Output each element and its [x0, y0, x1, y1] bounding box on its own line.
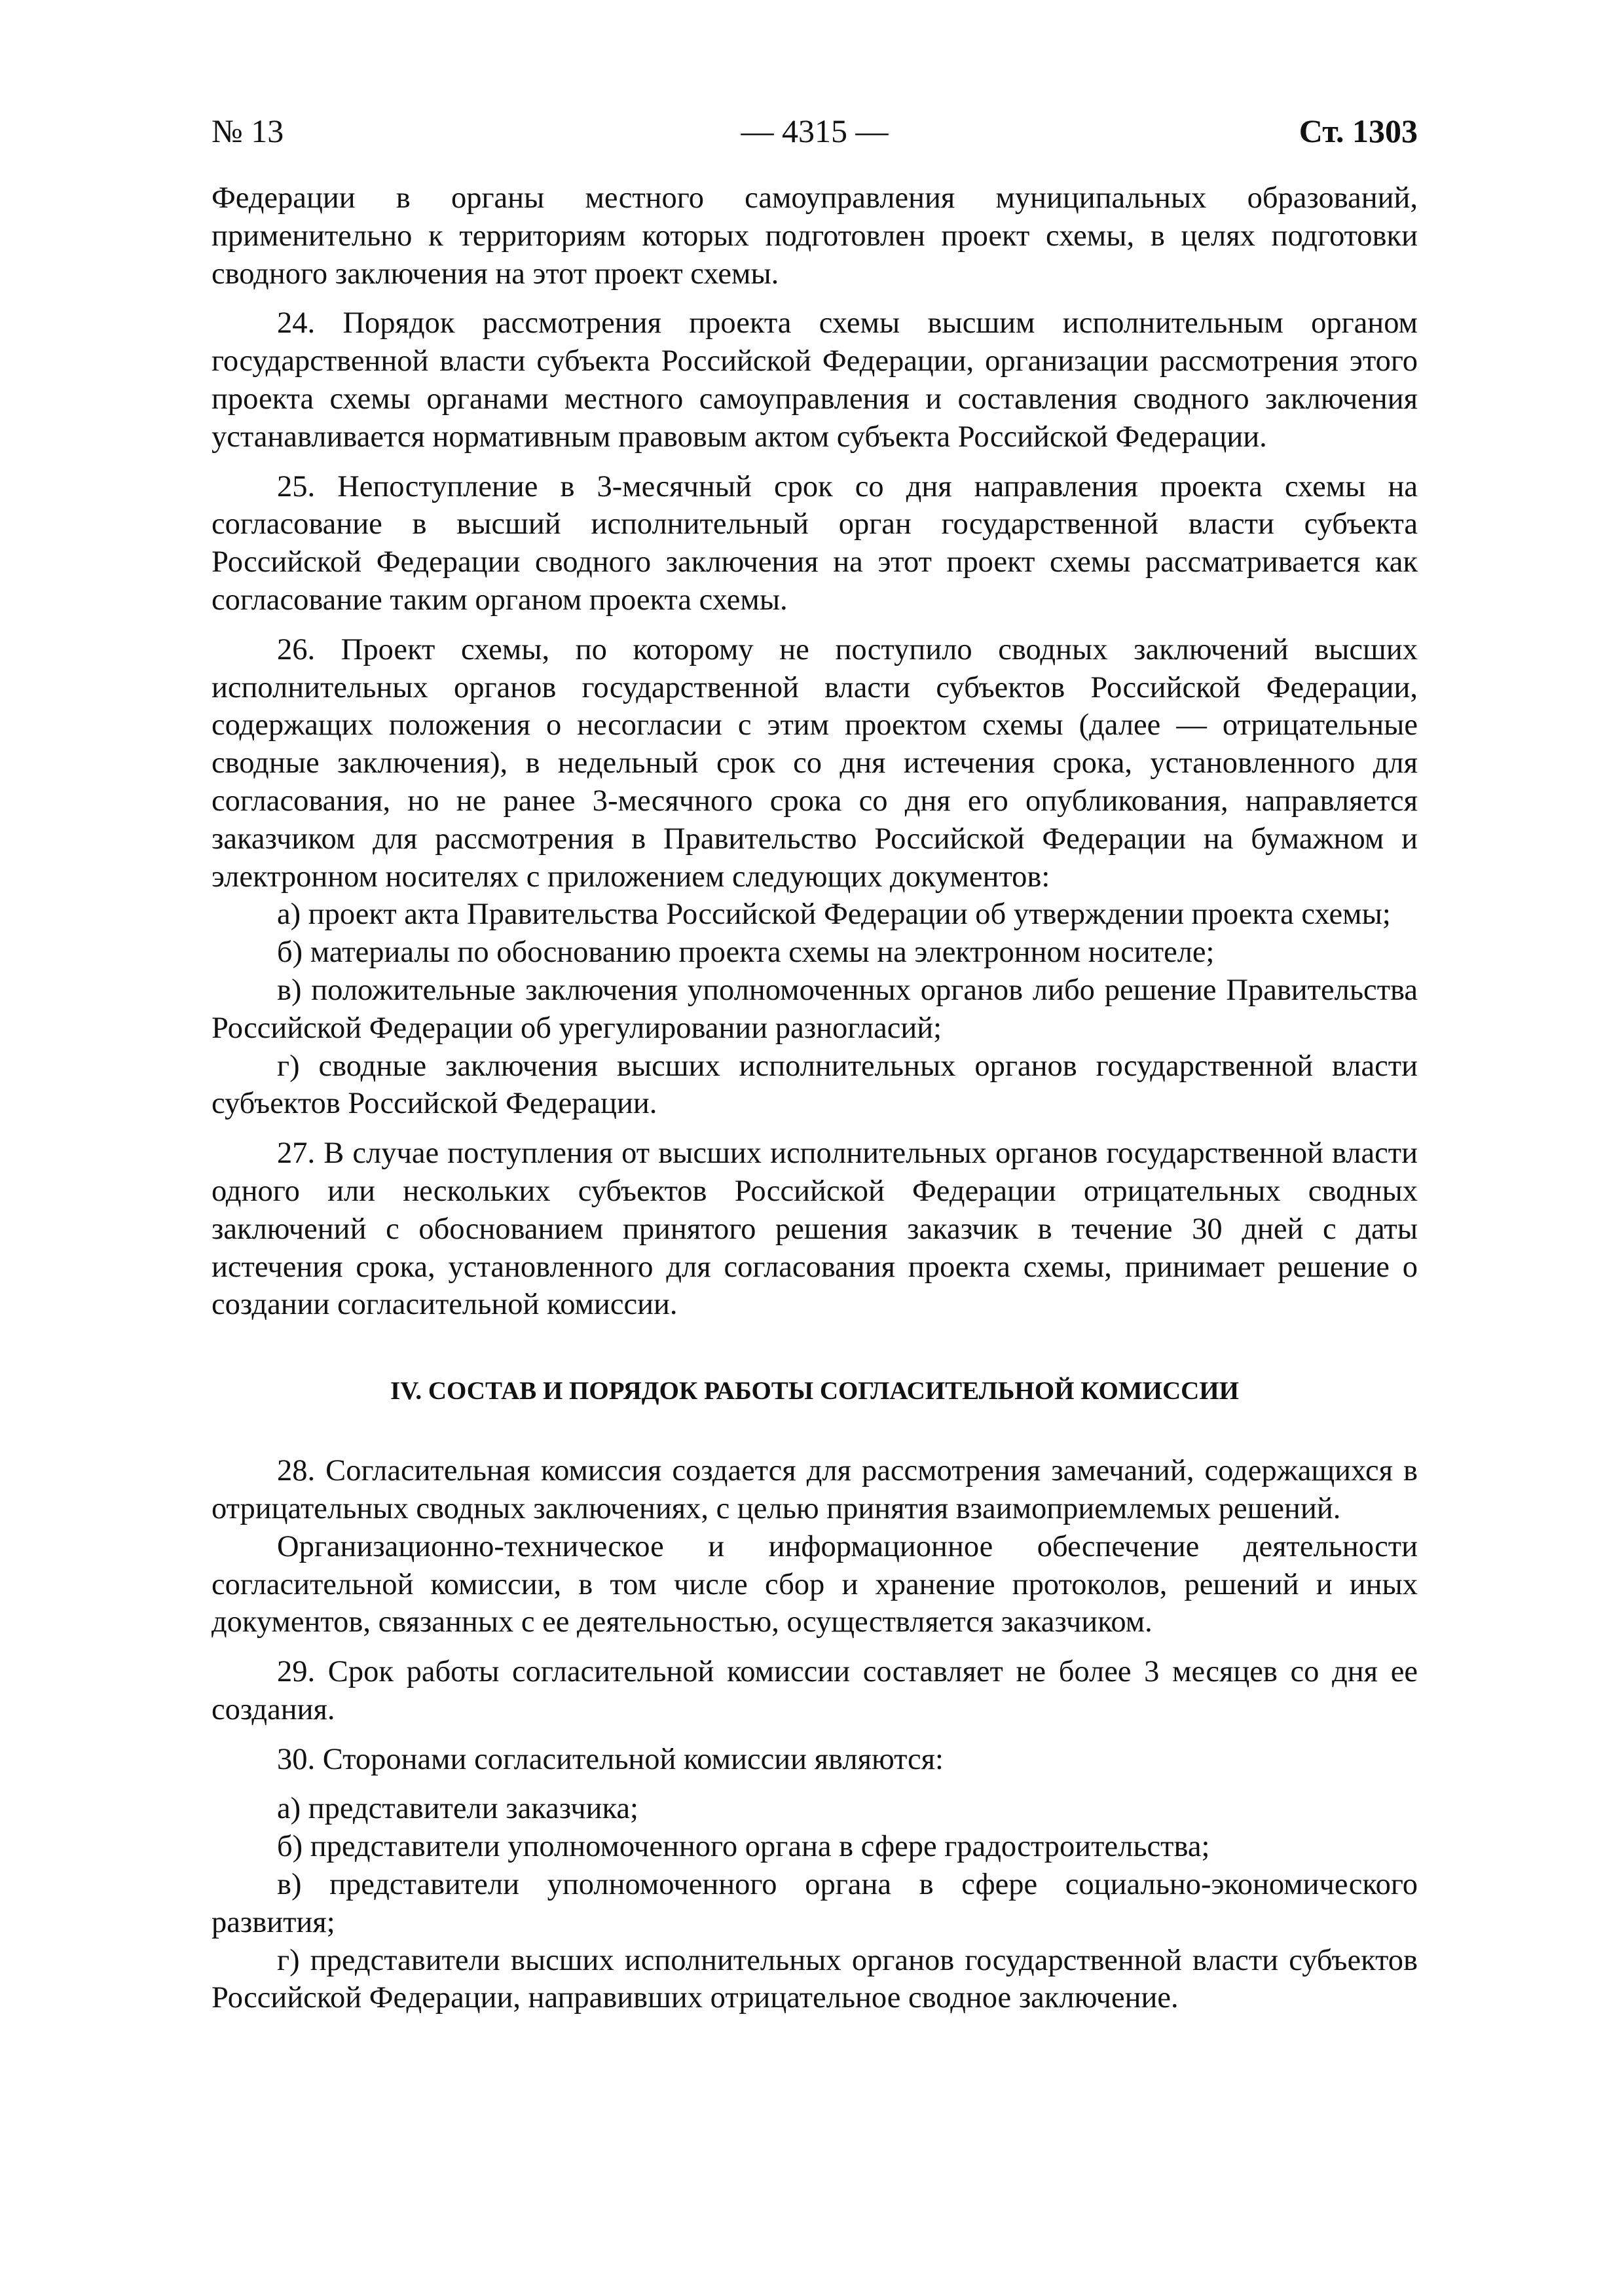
list-item-v-2: в) представители уполномоченного органа в сфере социально-экономического развития; [212, 1868, 1418, 1939]
list-item-b: б) материалы по обоснованию проекта схемы на электронном носителе; [277, 936, 1215, 970]
list-item-b-2: б) представители уполномоченного органа в сфере градостроительства; [277, 1830, 1210, 1864]
paragraph-continuation: Федерации в органы местного самоуправления муниципальных образований, применительно к территориям которых подготовлен проект схемы, в целях подготовки сводного заключения на этот проект схемы. [212, 181, 1418, 291]
paragraph-28-continued: Организационно-техническое и информационное обеспечение деятельности согласительной комиссии, в том числе сбор и хранение протоколов, решений и иных документов, связанных с ее деятельностью, осуществляется заказчиком. [212, 1529, 1418, 1639]
issue-number: № 13 [212, 113, 284, 149]
article-number: Ст. 1303 [1299, 113, 1418, 149]
paragraph-30: 30. Сторонами согласительной комиссии являются: [277, 1742, 944, 1776]
paragraph-29: 29. Срок работы согласительной комиссии составляет не более 3 месяцев со дня ее создания. [212, 1655, 1418, 1726]
paragraph-27: 27. В случае поступления от высших исполнительных органов государственной власти одного или нескольких субъектов Российской Федерации отрицательных сводных заключений с обоснованием принятого решения заказчик в течение 30 дней с даты истечения срока, установленного для согласования проекта схемы, принимает решение о создании согласительной комиссии. [212, 1137, 1418, 1322]
paragraph-28: 28. Согласительная комиссия создается для рассмотрения замечаний, содержащихся в отрицательных сводных заключениях, с целью принятия взаимоприемлемых решений. [212, 1454, 1418, 1525]
list-item-g-2: г) представители высших исполнительных органов государственной власти субъектов Российской Федерации, направивших отрицательное сводное заключение. [212, 1943, 1418, 2015]
section-title: IV. СОСТАВ И ПОРЯДОК РАБОТЫ СОГЛАСИТЕЛЬНОЙ КОМИССИИ [390, 1377, 1239, 1406]
document-body [212, 179, 1418, 2017]
page-header [212, 110, 1418, 152]
list-item-a: а) проект акта Правительства Российской Федерации об утверждении проекта схемы; [277, 898, 1391, 932]
list-item-g: г) сводные заключения высших исполнительных органов государственной власти субъектов Российской Федерации. [212, 1049, 1418, 1121]
list-item-v: в) положительные заключения уполномоченных органов либо решение Правительства Российской Федерации об урегулировании разногласий; [212, 973, 1418, 1045]
paragraph-24: 24. Порядок рассмотрения проекта схемы высшим исполнительным органом государственной власти субъекта Российской Федерации, организации рассмотрения этого проекта схемы органами местного самоуправления и составления сводного заключения устанавливается нормативным правовым актом субъекта Российской Федерации. [212, 306, 1418, 454]
list-item-a-2: а) представители заказчика; [277, 1792, 638, 1826]
page-number: — 4315 — [741, 113, 889, 149]
paragraph-26: 26. Проект схемы, по которому не поступило сводных заключений высших исполнительных органов государственной власти субъектов Российской Федерации, содержащих положения о несогласии с этим проектом схемы (далее — отрицательные сводные заключения), в недельный срок со дня истечения срока, установленного для согласования, но не ранее 3-месячного срока со дня его опубликования, направляется заказчиком для рассмотрения в Правительство Российской Федерации на бумажном и электронном носителях с приложением следующих документов: [212, 632, 1418, 894]
paragraph-25: 25. Непоступление в 3-месячный срок со дня направления проекта схемы на согласование в высший исполнительный орган государственной власти субъекта Российской Федерации сводного заключения на этот проект схемы рассматривается как согласование таким органом проекта схемы. [212, 469, 1418, 617]
